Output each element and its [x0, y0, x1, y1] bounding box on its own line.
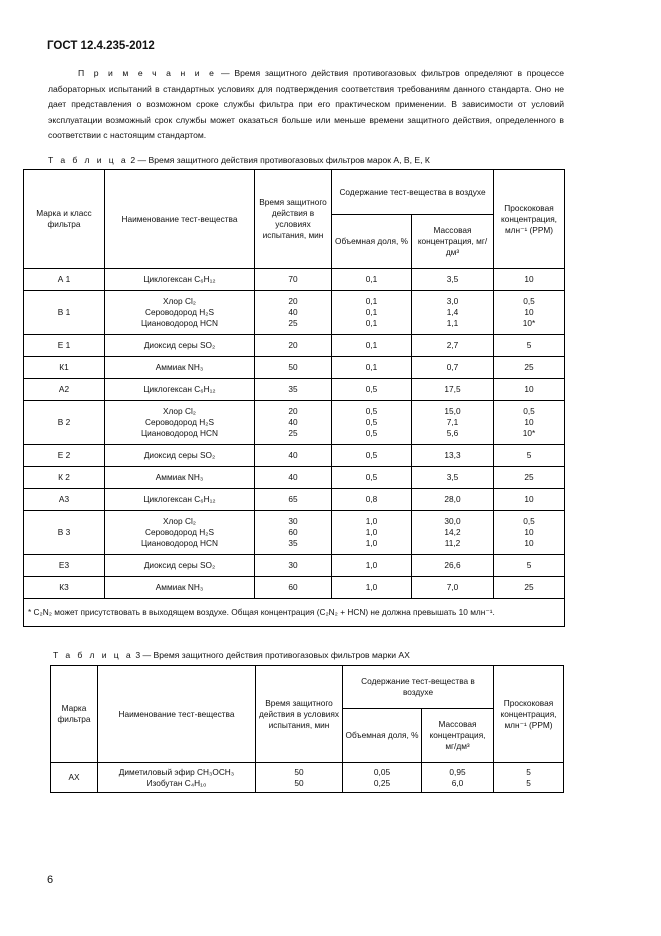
t2-mark-value: Е3 [58, 560, 70, 570]
t2-time-value: 65 [288, 494, 298, 504]
t2-cell-volume [332, 511, 412, 555]
t2-volume-value: 0,1 [365, 362, 378, 372]
t2-row [24, 401, 565, 445]
t2-cell-name [105, 489, 255, 511]
t2-header-mass: Массовая концентрация, мг/дм³ [412, 215, 494, 269]
t2-breakthrough-value: 0,5 [523, 406, 535, 416]
t2-breakthrough-value: 10 [524, 307, 534, 317]
t2-mark-value: В 2 [57, 417, 71, 427]
t2-mark-value: К3 [59, 582, 69, 592]
t2-volume-value: 1,0 [365, 582, 378, 592]
t2-name-value: Аммиак NH₃ [155, 472, 204, 482]
t2-cell-time [255, 467, 332, 489]
table2-caption: Т а б л и ц а 2 — Время защитного действия противогазовых фильтров марок А, В, Е, К [48, 155, 430, 165]
t2-time-value: 60 [288, 582, 298, 592]
t2-footnote: * C₂N₂ может присутствовать в выходящем воздухе. Общая концентрация (C₂N₂ + HCN) не должна превышать 10 млн⁻¹. [24, 599, 565, 627]
t2-row [24, 335, 565, 357]
t2-mass-value: 1,4 [446, 307, 459, 317]
t2-name-value: Аммиак NH₃ [155, 582, 204, 592]
t2-cell-time [255, 489, 332, 511]
document-header: ГОСТ 12.4.235-2012 [47, 40, 155, 52]
t2-volume-value: 0,1 [365, 307, 378, 317]
t2-row [24, 511, 565, 555]
t2-cell-volume [332, 401, 412, 445]
t2-cell-mark [24, 489, 105, 511]
t2-cell-name [105, 291, 255, 335]
t2-mass-value: 26,6 [444, 560, 461, 570]
t2-cell-breakthrough [494, 511, 565, 555]
t2-cell-time [255, 269, 332, 291]
t2-breakthrough-value: 10* [522, 318, 536, 328]
t2-time-value: 25 [288, 428, 298, 438]
t2-mass-value: 1,1 [446, 318, 459, 328]
t2-cell-name [105, 511, 255, 555]
t2-cell-mass [412, 335, 494, 357]
t3-breakthrough: 5 [526, 777, 531, 788]
t2-mass-value: 0,7 [446, 362, 459, 372]
t2-name-value: Циклогексан C₆H₁₂ [143, 384, 216, 394]
t2-row [24, 489, 565, 511]
t2-cell-name [105, 269, 255, 291]
t2-cell-time [255, 577, 332, 599]
t2-name-value: Циановодород HCN [141, 318, 218, 328]
t2-mass-value: 3,5 [446, 472, 459, 482]
t2-cell-volume [332, 489, 412, 511]
t3-header-breakthrough: Проскоковая концентрация, млн⁻¹ (PPM) [494, 666, 564, 763]
t2-mass-value: 3,5 [446, 274, 459, 284]
t2-mass-value: 7,0 [446, 582, 459, 592]
t3-mass: 0,95 [449, 766, 466, 777]
t2-volume-value: 0,5 [365, 450, 378, 460]
t3-header-mark: Марка фильтра [51, 666, 98, 763]
t2-cell-name [105, 379, 255, 401]
t2-cell-mass [412, 401, 494, 445]
t2-cell-time [255, 357, 332, 379]
t2-name-value: Циклогексан C₆H₁₂ [143, 274, 216, 284]
t2-mass-value: 11,2 [444, 538, 461, 548]
t2-time-value: 35 [288, 538, 298, 548]
t2-header-mark: Марка и класс фильтра [24, 170, 105, 269]
t2-mass-value: 14,2 [444, 527, 461, 537]
t2-breakthrough-value: 0,5 [523, 296, 535, 306]
t2-cell-breakthrough [494, 291, 565, 335]
table3 [50, 665, 564, 793]
t2-cell-mass [412, 379, 494, 401]
t2-cell-time [255, 445, 332, 467]
t2-cell-volume [332, 379, 412, 401]
t2-cell-mass [412, 555, 494, 577]
t2-time-value: 20 [288, 406, 298, 416]
t3-row [51, 763, 564, 793]
t2-header-time: Время защитного действия в условиях испытания, мин [255, 170, 332, 269]
t2-name-value: Хлор Cl₂ [162, 406, 197, 416]
t2-cell-breakthrough [494, 269, 565, 291]
t2-time-value: 60 [288, 527, 298, 537]
t2-cell-volume [332, 269, 412, 291]
t2-mark-value: А 1 [57, 274, 71, 284]
t2-cell-mass [412, 291, 494, 335]
t2-cell-time [255, 555, 332, 577]
t2-breakthrough-value: 5 [526, 560, 532, 570]
t2-mass-value: 5,6 [446, 428, 459, 438]
t2-breakthrough-value: 10* [522, 428, 536, 438]
t2-name-value: Циановодород HCN [141, 538, 218, 548]
t2-cell-volume [332, 291, 412, 335]
t3-volume: 0,25 [373, 777, 391, 788]
t2-volume-value: 0,5 [365, 417, 378, 427]
t2-time-value: 40 [288, 450, 298, 460]
t2-cell-mass [412, 357, 494, 379]
t2-mark-value: К 2 [58, 472, 70, 482]
t2-volume-value: 1,0 [365, 527, 378, 537]
t2-mark-value: Е 1 [57, 340, 71, 350]
t2-cell-volume [332, 577, 412, 599]
t2-cell-mass [412, 445, 494, 467]
t2-volume-value: 0,1 [365, 340, 378, 350]
t2-cell-mass [412, 511, 494, 555]
t2-cell-mark [24, 269, 105, 291]
t2-body [24, 269, 565, 599]
t3-name: Изобутан C₄H₁₀ [146, 777, 207, 788]
t3-time: 50 [294, 766, 304, 777]
t2-row [24, 445, 565, 467]
t2-breakthrough-value: 25 [524, 472, 534, 482]
t2-name-value: Циановодород HCN [141, 428, 218, 438]
t2-row [24, 577, 565, 599]
table3-caption: Т а б л и ц а 3 — Время защитного действия противогазовых фильтров марки АХ [53, 650, 410, 660]
t2-cell-time [255, 379, 332, 401]
t3-time: 50 [294, 777, 304, 788]
t2-cell-mark [24, 335, 105, 357]
t2-cell-breakthrough [494, 467, 565, 489]
t3-mark: АХ [51, 763, 98, 793]
t2-mark-value: К1 [59, 362, 69, 372]
t2-cell-name [105, 445, 255, 467]
t2-name-value: Сероводород H₂S [145, 417, 214, 427]
t2-time-value: 70 [288, 274, 298, 284]
t2-volume-value: 0,5 [365, 472, 378, 482]
t2-mark-value: Е 2 [57, 450, 71, 460]
t2-mass-value: 13,3 [444, 450, 461, 460]
t2-breakthrough-value: 10 [524, 494, 534, 504]
t2-cell-volume [332, 555, 412, 577]
t2-cell-time [255, 335, 332, 357]
t2-breakthrough-value: 25 [524, 362, 534, 372]
t2-cell-name [105, 357, 255, 379]
t2-time-value: 25 [288, 318, 298, 328]
t2-cell-mass [412, 577, 494, 599]
t3-mass: 6,0 [451, 777, 464, 788]
t2-name-value: Циклогексан C₆H₁₂ [143, 494, 216, 504]
t2-cell-breakthrough [494, 445, 565, 467]
t2-cell-volume [332, 467, 412, 489]
t2-cell-name [105, 577, 255, 599]
t2-volume-value: 1,0 [365, 516, 378, 526]
t2-name-value: Аммиак NH₃ [155, 362, 204, 372]
t2-time-value: 40 [288, 472, 298, 482]
t2-name-value: Диоксид серы SO₂ [143, 450, 216, 460]
t2-mark-value: А3 [58, 494, 70, 504]
t2-cell-mass [412, 269, 494, 291]
t2-time-value: 35 [288, 384, 298, 394]
t3-header-mass: Массовая концентрация, мг/дм³ [422, 709, 494, 763]
t2-row [24, 291, 565, 335]
t2-cell-breakthrough [494, 555, 565, 577]
t2-cell-time [255, 401, 332, 445]
t3-header-name: Наименование тест-вещества [98, 666, 256, 763]
t2-header-name: Наименование тест-вещества [105, 170, 255, 269]
t2-row [24, 555, 565, 577]
t3-header-content: Содержание тест-вещества в воздухе [343, 666, 494, 709]
t2-cell-volume [332, 357, 412, 379]
table2 [23, 169, 565, 627]
t2-volume-value: 0,5 [365, 384, 378, 394]
t2-cell-time [255, 291, 332, 335]
t2-cell-name [105, 467, 255, 489]
t2-row [24, 357, 565, 379]
t2-name-value: Хлор Cl₂ [162, 296, 197, 306]
t2-mass-value: 7,1 [446, 417, 459, 427]
t2-volume-value: 0,8 [365, 494, 378, 504]
t2-breakthrough-value: 10 [524, 417, 534, 427]
t2-breakthrough-value: 10 [524, 527, 534, 537]
t2-name-value: Диоксид серы SO₂ [143, 560, 216, 570]
t2-time-value: 20 [288, 296, 298, 306]
t2-name-value: Диоксид серы SO₂ [143, 340, 216, 350]
t2-mass-value: 2,7 [446, 340, 459, 350]
t2-header-content: Содержание тест-вещества в воздухе [332, 170, 494, 215]
t2-mark-value: А2 [58, 384, 70, 394]
t2-mass-value: 28,0 [444, 494, 461, 504]
t2-mass-value: 30,0 [444, 516, 461, 526]
t2-cell-mark [24, 577, 105, 599]
t2-mark-value: В 1 [57, 307, 71, 317]
t2-name-value: Сероводород H₂S [145, 527, 214, 537]
t2-cell-mark [24, 467, 105, 489]
t2-volume-value: 0,5 [365, 406, 378, 416]
t3-header-time: Время защитного действия в условиях испытания, мин [256, 666, 343, 763]
t3-breakthrough: 5 [526, 766, 531, 777]
t2-volume-value: 0,1 [365, 318, 378, 328]
t2-time-value: 20 [288, 340, 298, 350]
t2-cell-breakthrough [494, 489, 565, 511]
t2-breakthrough-value: 25 [524, 582, 534, 592]
t2-volume-value: 1,0 [365, 538, 378, 548]
t2-cell-name [105, 335, 255, 357]
t2-mass-value: 3,0 [446, 296, 459, 306]
t2-cell-time [255, 511, 332, 555]
t2-breakthrough-value: 0,5 [523, 516, 535, 526]
t2-row [24, 269, 565, 291]
t2-cell-mark [24, 445, 105, 467]
page-number: 6 [47, 874, 54, 886]
t2-cell-volume [332, 445, 412, 467]
t2-breakthrough-value: 5 [526, 340, 532, 350]
t2-header-breakthrough: Проскоковая концентрация, млн⁻¹ (PPM) [494, 170, 565, 269]
t2-volume-value: 1,0 [365, 560, 378, 570]
t2-cell-mass [412, 489, 494, 511]
note-paragraph: П р и м е ч а н и е — Время защитного действия противогазовых фильтров определяют в процессе лабораторных испытаний в стандартных условиях для подтверждения соответствия требованиям данного стандарта. Оно не дает представления о возможном сроке службы фильтра при его практическом применении. В зависимости от условий эксплуатации возможный срок службы может оказаться больше или меньше времени защитного действия, определенного в соответствии с настоящим стандартом. [48, 68, 564, 141]
t2-cell-mark [24, 401, 105, 445]
t2-mark-value: В 3 [57, 527, 71, 537]
t2-mass-value: 17,5 [444, 384, 461, 394]
t2-cell-name [105, 555, 255, 577]
t2-cell-mark [24, 357, 105, 379]
t2-cell-mark [24, 379, 105, 401]
t2-row [24, 379, 565, 401]
t2-cell-breakthrough [494, 401, 565, 445]
t2-breakthrough-value: 10 [524, 274, 534, 284]
t2-time-value: 30 [288, 560, 298, 570]
t2-cell-breakthrough [494, 357, 565, 379]
t2-time-value: 30 [288, 516, 298, 526]
t3-header-volume: Объемная доля, % [343, 709, 422, 763]
t2-breakthrough-value: 5 [526, 450, 532, 460]
t2-name-value: Хлор Cl₂ [162, 516, 197, 526]
t2-row [24, 467, 565, 489]
t2-cell-mark [24, 511, 105, 555]
t2-name-value: Сероводород H₂S [145, 307, 214, 317]
t2-time-value: 40 [288, 417, 298, 427]
t2-volume-value: 0,5 [365, 428, 378, 438]
t2-mass-value: 15,0 [444, 406, 461, 416]
t2-cell-volume [332, 335, 412, 357]
t2-breakthrough-value: 10 [524, 538, 534, 548]
t3-volume: 0,05 [373, 766, 391, 777]
t2-time-value: 50 [288, 362, 298, 372]
t2-breakthrough-value: 10 [524, 384, 534, 394]
t3-name: Диметиловый эфир CH₃OCH₃ [118, 766, 235, 777]
t2-cell-breakthrough [494, 335, 565, 357]
t2-time-value: 40 [288, 307, 298, 317]
t2-volume-value: 0,1 [365, 274, 378, 284]
t2-cell-name [105, 401, 255, 445]
t2-cell-mark [24, 555, 105, 577]
t2-volume-value: 0,1 [365, 296, 378, 306]
t2-header-volume: Объемная доля, % [332, 215, 412, 269]
t2-cell-breakthrough [494, 379, 565, 401]
t2-cell-mass [412, 467, 494, 489]
t2-cell-breakthrough [494, 577, 565, 599]
t2-cell-mark [24, 291, 105, 335]
